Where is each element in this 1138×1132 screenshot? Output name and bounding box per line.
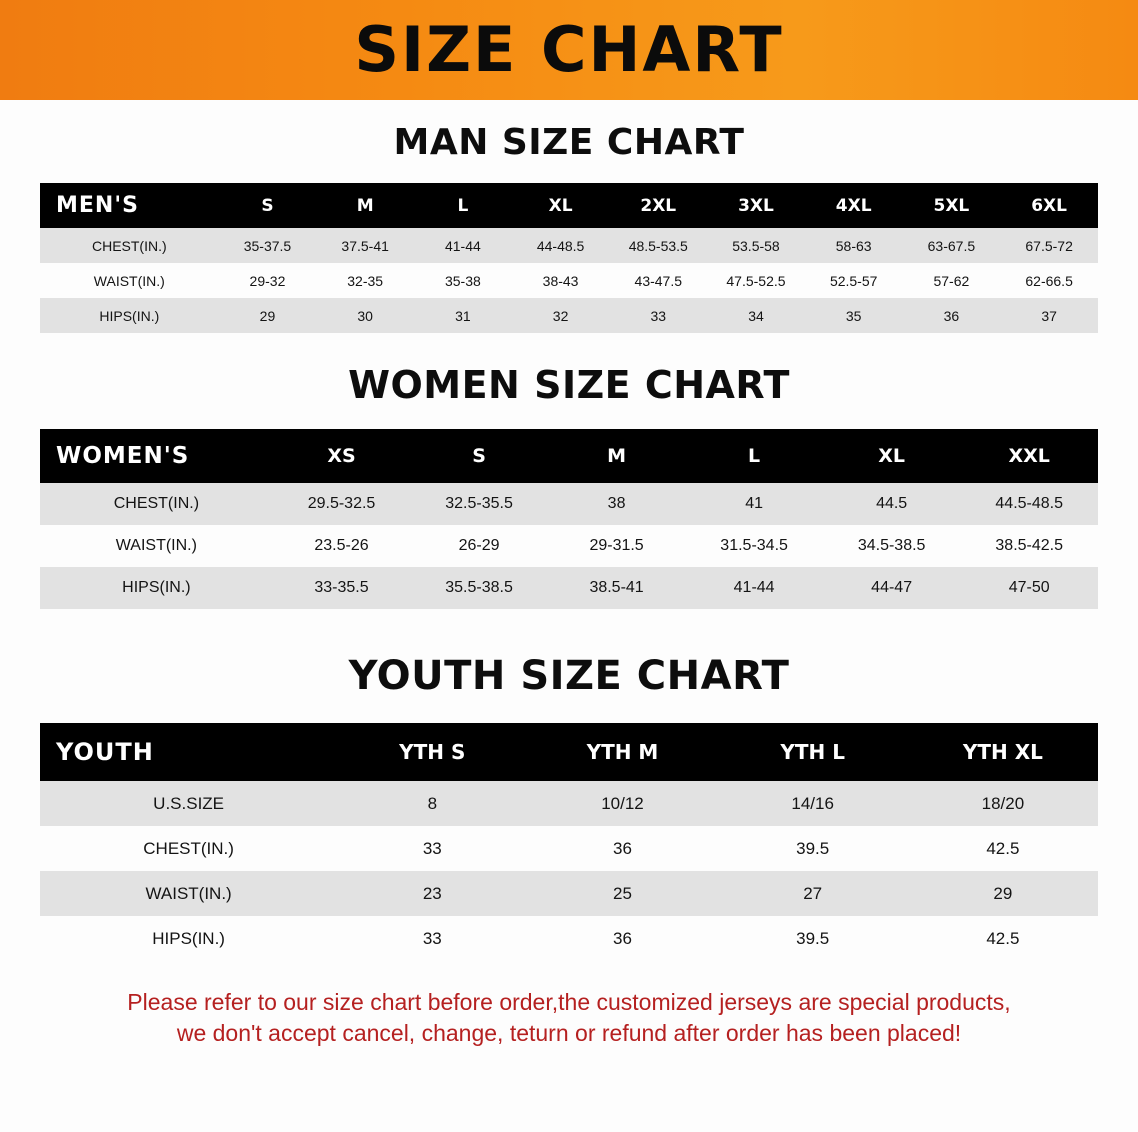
women-header-cell: XXL [960, 429, 1098, 483]
row-label: CHEST(IN.) [40, 228, 219, 263]
table-cell: 42.5 [908, 826, 1098, 871]
table-header-row [40, 723, 1098, 781]
table-cell: 18/20 [908, 781, 1098, 826]
women-header-cell: M [548, 429, 686, 483]
table-row [40, 228, 1098, 263]
youth-size-table-wrapper [0, 723, 1138, 961]
table-cell: 44.5 [823, 483, 961, 525]
table-cell: 44.5-48.5 [960, 483, 1098, 525]
man-header-cell: XL [512, 183, 610, 228]
table-cell: 67.5-72 [1000, 228, 1098, 263]
women-header-cell: XL [823, 429, 961, 483]
man-table-body [40, 228, 1098, 333]
table-cell: 33 [337, 826, 527, 871]
page-title: SIZE CHART [354, 13, 784, 86]
youth-size-table [40, 723, 1098, 961]
table-row [40, 298, 1098, 333]
table-cell: 62-66.5 [1000, 263, 1098, 298]
youth-table-header [40, 723, 1098, 781]
man-section-title: MAN SIZE CHART [393, 122, 745, 163]
row-label: HIPS(IN.) [40, 298, 219, 333]
table-row [40, 263, 1098, 298]
table-cell: 35.5-38.5 [410, 567, 548, 609]
women-header-cell: L [685, 429, 823, 483]
man-header-label: MEN'S [40, 183, 219, 228]
table-cell: 63-67.5 [903, 228, 1001, 263]
disclaimer-line-1: Please refer to our size chart before order,the customized jerseys are special products, [127, 989, 1011, 1015]
table-cell: 23.5-26 [273, 525, 411, 567]
man-header-cell: 4XL [805, 183, 903, 228]
man-header-cell: L [414, 183, 512, 228]
table-cell: 38.5-42.5 [960, 525, 1098, 567]
table-cell: 27 [718, 871, 908, 916]
man-size-table [40, 183, 1098, 333]
man-header-cell: 6XL [1000, 183, 1098, 228]
table-row [40, 916, 1098, 961]
row-label: WAIST(IN.) [40, 525, 273, 567]
table-cell: 31.5-34.5 [685, 525, 823, 567]
man-size-table-wrapper [0, 183, 1138, 333]
table-cell: 57-62 [903, 263, 1001, 298]
table-cell: 37 [1000, 298, 1098, 333]
table-cell: 39.5 [718, 916, 908, 961]
table-header-row [40, 429, 1098, 483]
man-header-cell: 2XL [609, 183, 707, 228]
table-cell: 36 [527, 916, 717, 961]
table-row [40, 781, 1098, 826]
table-cell: 10/12 [527, 781, 717, 826]
table-row [40, 871, 1098, 916]
row-label: WAIST(IN.) [40, 871, 337, 916]
table-cell: 58-63 [805, 228, 903, 263]
table-cell: 35-38 [414, 263, 512, 298]
table-cell: 35 [805, 298, 903, 333]
women-size-table [40, 429, 1098, 609]
table-cell: 29 [219, 298, 317, 333]
youth-header-label: YOUTH [40, 723, 337, 781]
women-section-title: WOMEN SIZE CHART [348, 363, 790, 407]
table-cell: 34.5-38.5 [823, 525, 961, 567]
table-cell: 29-32 [219, 263, 317, 298]
row-label: HIPS(IN.) [40, 916, 337, 961]
table-cell: 34 [707, 298, 805, 333]
disclaimer-line-2: we don't accept cancel, change, teturn or refund after order has been placed! [176, 1020, 962, 1047]
disclaimer-note [34, 987, 1104, 1049]
table-cell: 36 [903, 298, 1001, 333]
table-cell: 31 [414, 298, 512, 333]
women-header-label: WOMEN'S [40, 429, 273, 483]
table-cell: 37.5-41 [316, 228, 414, 263]
table-cell: 32-35 [316, 263, 414, 298]
table-cell: 23 [337, 871, 527, 916]
table-cell: 53.5-58 [707, 228, 805, 263]
row-label: HIPS(IN.) [40, 567, 273, 609]
row-label: CHEST(IN.) [40, 826, 337, 871]
row-label: U.S.SIZE [40, 781, 337, 826]
table-cell: 29-31.5 [548, 525, 686, 567]
table-cell: 38 [548, 483, 686, 525]
size-chart-banner [0, 0, 1138, 100]
youth-header-cell: YTH XL [908, 723, 1098, 781]
table-cell: 29.5-32.5 [273, 483, 411, 525]
table-cell: 52.5-57 [805, 263, 903, 298]
table-row [40, 826, 1098, 871]
table-row [40, 483, 1098, 525]
table-cell: 47.5-52.5 [707, 263, 805, 298]
table-cell: 41-44 [414, 228, 512, 263]
man-header-cell: 3XL [707, 183, 805, 228]
table-cell: 33-35.5 [273, 567, 411, 609]
table-cell: 41-44 [685, 567, 823, 609]
women-size-table-wrapper [0, 429, 1138, 609]
man-header-cell: S [219, 183, 317, 228]
table-cell: 8 [337, 781, 527, 826]
table-cell: 33 [337, 916, 527, 961]
man-header-cell: M [316, 183, 414, 228]
row-label: WAIST(IN.) [40, 263, 219, 298]
table-row [40, 567, 1098, 609]
table-cell: 32.5-35.5 [410, 483, 548, 525]
table-cell: 33 [609, 298, 707, 333]
row-label: CHEST(IN.) [40, 483, 273, 525]
youth-header-cell: YTH S [337, 723, 527, 781]
table-cell: 38.5-41 [548, 567, 686, 609]
table-cell: 26-29 [410, 525, 548, 567]
table-cell: 42.5 [908, 916, 1098, 961]
table-row [40, 525, 1098, 567]
table-cell: 35-37.5 [219, 228, 317, 263]
table-cell: 38-43 [512, 263, 610, 298]
table-cell: 44-48.5 [512, 228, 610, 263]
youth-header-cell: YTH M [527, 723, 717, 781]
table-cell: 36 [527, 826, 717, 871]
women-header-cell: S [410, 429, 548, 483]
table-cell: 48.5-53.5 [609, 228, 707, 263]
man-header-cell: 5XL [903, 183, 1001, 228]
women-table-body [40, 483, 1098, 609]
table-cell: 44-47 [823, 567, 961, 609]
youth-section-title: YOUTH SIZE CHART [348, 653, 790, 699]
table-header-row [40, 183, 1098, 228]
women-table-header [40, 429, 1098, 483]
youth-header-cell: YTH L [718, 723, 908, 781]
women-header-cell: XS [273, 429, 411, 483]
table-cell: 30 [316, 298, 414, 333]
table-cell: 43-47.5 [609, 263, 707, 298]
table-cell: 39.5 [718, 826, 908, 871]
man-table-header [40, 183, 1098, 228]
table-cell: 14/16 [718, 781, 908, 826]
table-cell: 29 [908, 871, 1098, 916]
table-cell: 25 [527, 871, 717, 916]
table-cell: 47-50 [960, 567, 1098, 609]
table-cell: 41 [685, 483, 823, 525]
table-cell: 32 [512, 298, 610, 333]
youth-table-body [40, 781, 1098, 961]
